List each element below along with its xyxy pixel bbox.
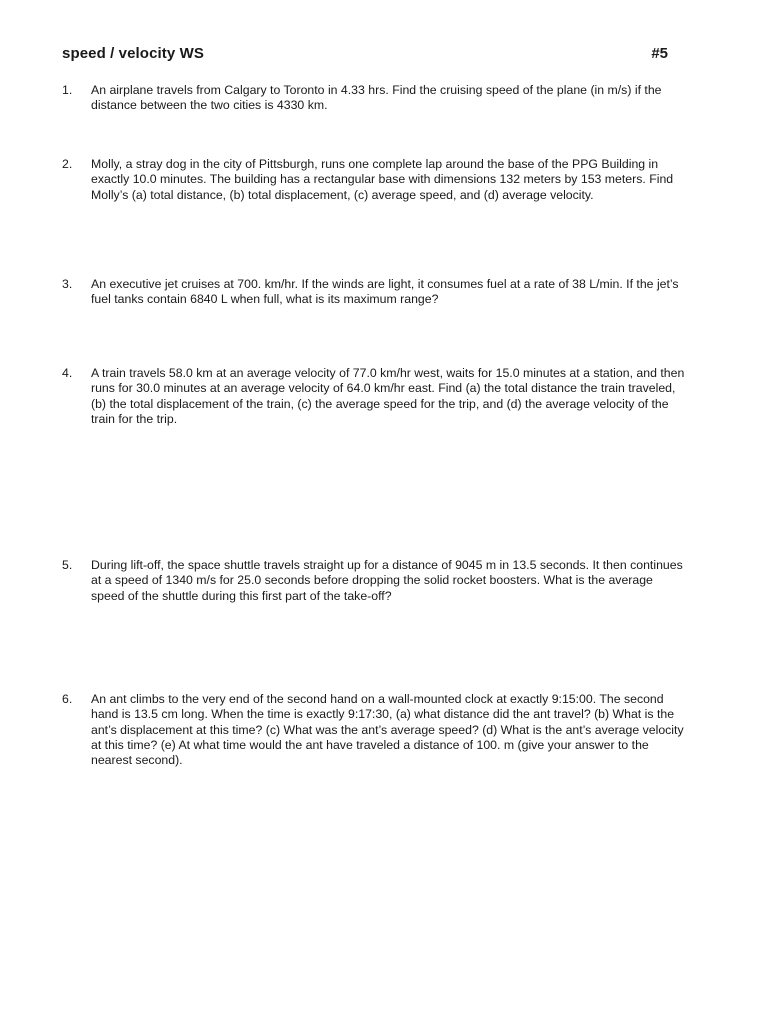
question-text: A train travels 58.0 km at an average velocity of 77.0 km/hr west, waits for 15.0 minutes at a station, and then runs for 30.0 minutes at an average velocity of 64.0 km/hr east. Find (a) the total distance the train traveled, (b) the total displacement of the train, (c) the average speed for the trip, and (d) the average velocity of the train for the trip. (91, 366, 685, 426)
question-number: 3. (62, 277, 73, 291)
question-number: 5. (62, 558, 73, 572)
worksheet-header (62, 45, 668, 65)
question-text: An ant climbs to the very end of the second hand on a wall-mounted clock at exactly 9:15:00. The second hand is 13.5 cm long. When the time is exactly 9:17:30, (a) what distance did the ant travel? (b) What is the ant’s displacement at this time? (c) What was the ant’s average speed? (d) What is the ant’s average velocity at this time? (e) At what time would the ant have traveled a distance of 100. m (give your answer to the nearest second). (91, 692, 684, 768)
question-number: 6. (62, 692, 73, 706)
question-text: During lift-off, the space shuttle travels straight up for a distance of 9045 m in 13.5 seconds. It then continues at a speed of 1340 m/s for 25.0 seconds before dropping the solid rocket boosters. What is the average speed of the shuttle during this first part of the take-off? (91, 558, 683, 603)
question-text: An airplane travels from Calgary to Toronto in 4.33 hrs. Find the cruising speed of the plane (in m/s) if the distance between the two cities is 4330 km. (91, 83, 662, 113)
question-number: 4. (62, 366, 73, 380)
worksheet-number: #5 (651, 45, 668, 62)
question-number: 2. (62, 157, 73, 171)
question-text: Molly, a stray dog in the city of Pittsburgh, runs one complete lap around the base of the PPG Building in exactly 10.0 minutes. The building has a rectangular base with dimensions 132 meters by 153 meters. Find Molly’s (a) total distance, (b) total displacement, (c) average speed, and (d) average velocity. (91, 157, 674, 202)
worksheet-title: speed / velocity WS (62, 45, 204, 62)
question-number: 1. (62, 83, 73, 97)
question-text: An executive jet cruises at 700. km/hr. If the winds are light, it consumes fuel at a rate of 38 L/min. If the jet’s fuel tanks contain 6840 L when full, what is its maximum range? (91, 277, 679, 307)
